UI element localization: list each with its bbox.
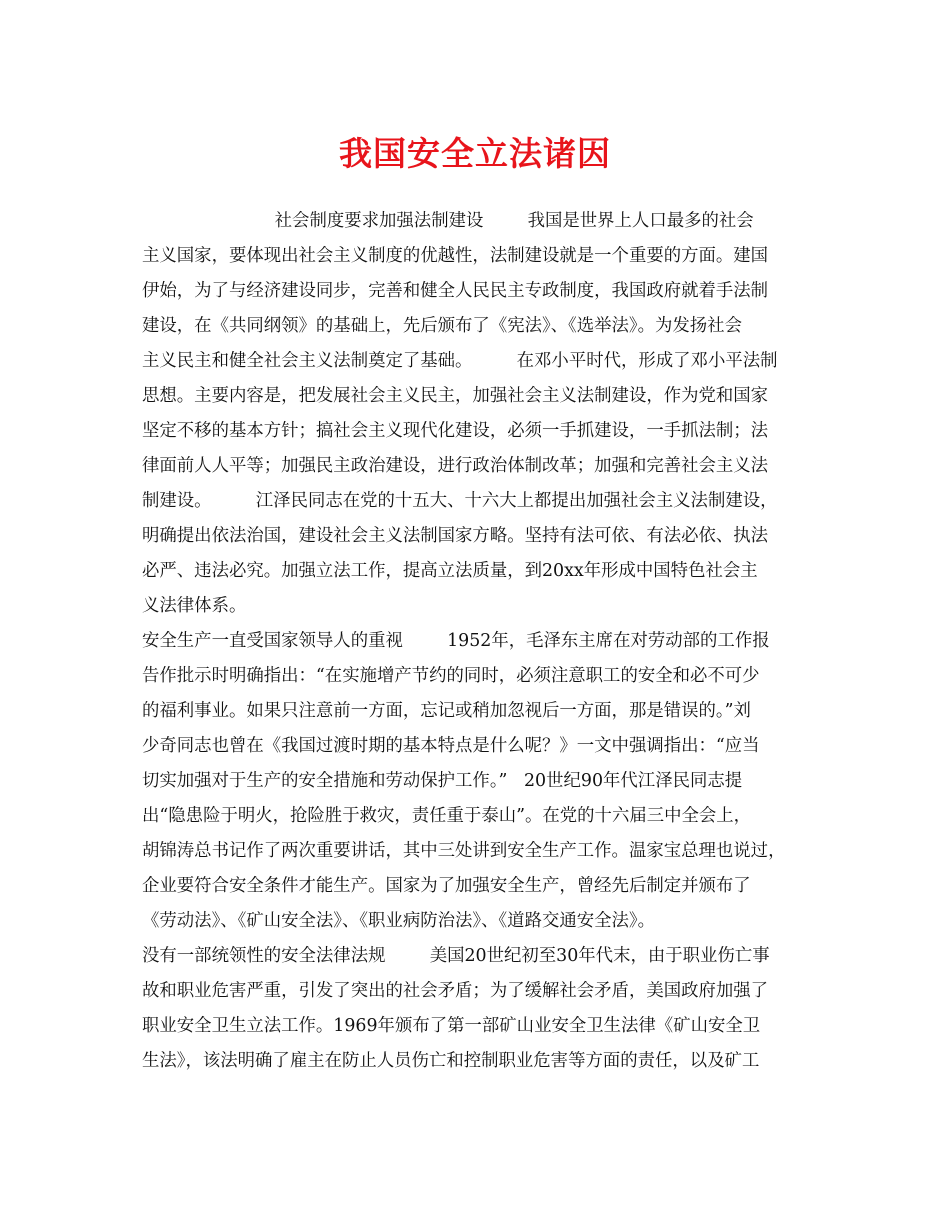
body-line: 建设，在《共同纲领》的基础上，先后颁布了《宪法》、《选举法》。为发扬社会 xyxy=(142,316,742,336)
body-line: 主义国家，要体现出社会主义制度的优越性，法制建设就是一个重要的方面。建国 xyxy=(142,246,769,266)
body-line: 胡锦涛总书记作了两次重要讲话，其中三处讲到安全生产工作。温家宝总理也说过， xyxy=(142,841,786,861)
body-line: 坚定不移的基本方针；搞社会主义现代化建设，必须一手抓建设，一手抓法制；法 xyxy=(142,421,769,441)
body-line: 社会制度要求加强法制建设 我国是世界上人口最多的社会 xyxy=(142,211,754,231)
body-line: 律面前人人平等；加强民主政治建设，进行政治体制改革；加强和完善社会主义法 xyxy=(142,456,769,476)
section-heading-line: 安全生产一直受国家领导人的重视 1952年，毛泽东主席在对劳动部的工作报 xyxy=(142,631,770,651)
body-line: 生法》，该法明确了雇主在防止人员伤亡和控制职业危害等方面的责任，以及矿工 xyxy=(142,1051,760,1071)
body-line: 思想。主要内容是，把发展社会主义民主，加强社会主义法制建设，作为党和国家 xyxy=(142,386,769,406)
body-line: 出“隐患险于明火，抢险胜于救灾，责任重于泰山”。在党的十六届三中全会上， xyxy=(142,806,752,826)
body-line: 制建设。 江泽民同志在党的十五大、十六大上都提出加强社会主义法制建设， xyxy=(142,491,778,511)
document-title: 我国安全立法诸因 xyxy=(339,134,611,173)
body-line: 职业安全卫生立法工作。1969年颁布了第一部矿山业安全卫生法律《矿山安全卫 xyxy=(142,1016,761,1036)
body-line: 故和职业危害严重，引发了突出的社会矛盾；为了缓解社会矛盾，美国政府加强了 xyxy=(142,981,769,1001)
body-line: 切实加强对于生产的安全措施和劳动保护工作。” 20世纪90年代江泽民同志提 xyxy=(142,771,743,791)
body-line: 义法律体系。 xyxy=(142,596,247,616)
body-line: 伊始，为了与经济建设同步，完善和健全人民民主专政制度，我国政府就着手法制 xyxy=(142,281,769,301)
body-line: 必严、违法必究。加强立法工作，提高立法质量，到20xx年形成中国特色社会主 xyxy=(142,561,758,581)
section-heading-line: 没有一部统领性的安全法律法规 美国20世纪初至30年代末，由于职业伤亡事 xyxy=(142,946,770,966)
body-line: 明确提出依法治国，建设社会主义法制国家方略。坚持有法可依、有法必依、执法 xyxy=(142,526,769,546)
body-line: 主义民主和健全社会主义法制奠定了基础。 在邓小平时代，形成了邓小平法制 xyxy=(142,351,778,371)
body-line: 告作批示时明确指出：“在实施增产节约的同时，必须注意职工的安全和必不可少 xyxy=(142,666,760,686)
body-line: 《劳动法》、《矿山安全法》、《职业病防治法》、《道路交通安全法》。 xyxy=(142,911,655,931)
body-line: 企业要符合安全条件才能生产。国家为了加强安全生产，曾经先后制定并颁布了 xyxy=(142,876,751,896)
body-line: 的福利事业。如果只注意前一方面，忘记或稍加忽视后一方面，那是错误的。”刘 xyxy=(142,701,751,721)
body-line: 少奇同志也曾在《我国过渡时期的基本特点是什么呢？》一文中强调指出：“应当 xyxy=(142,736,760,756)
